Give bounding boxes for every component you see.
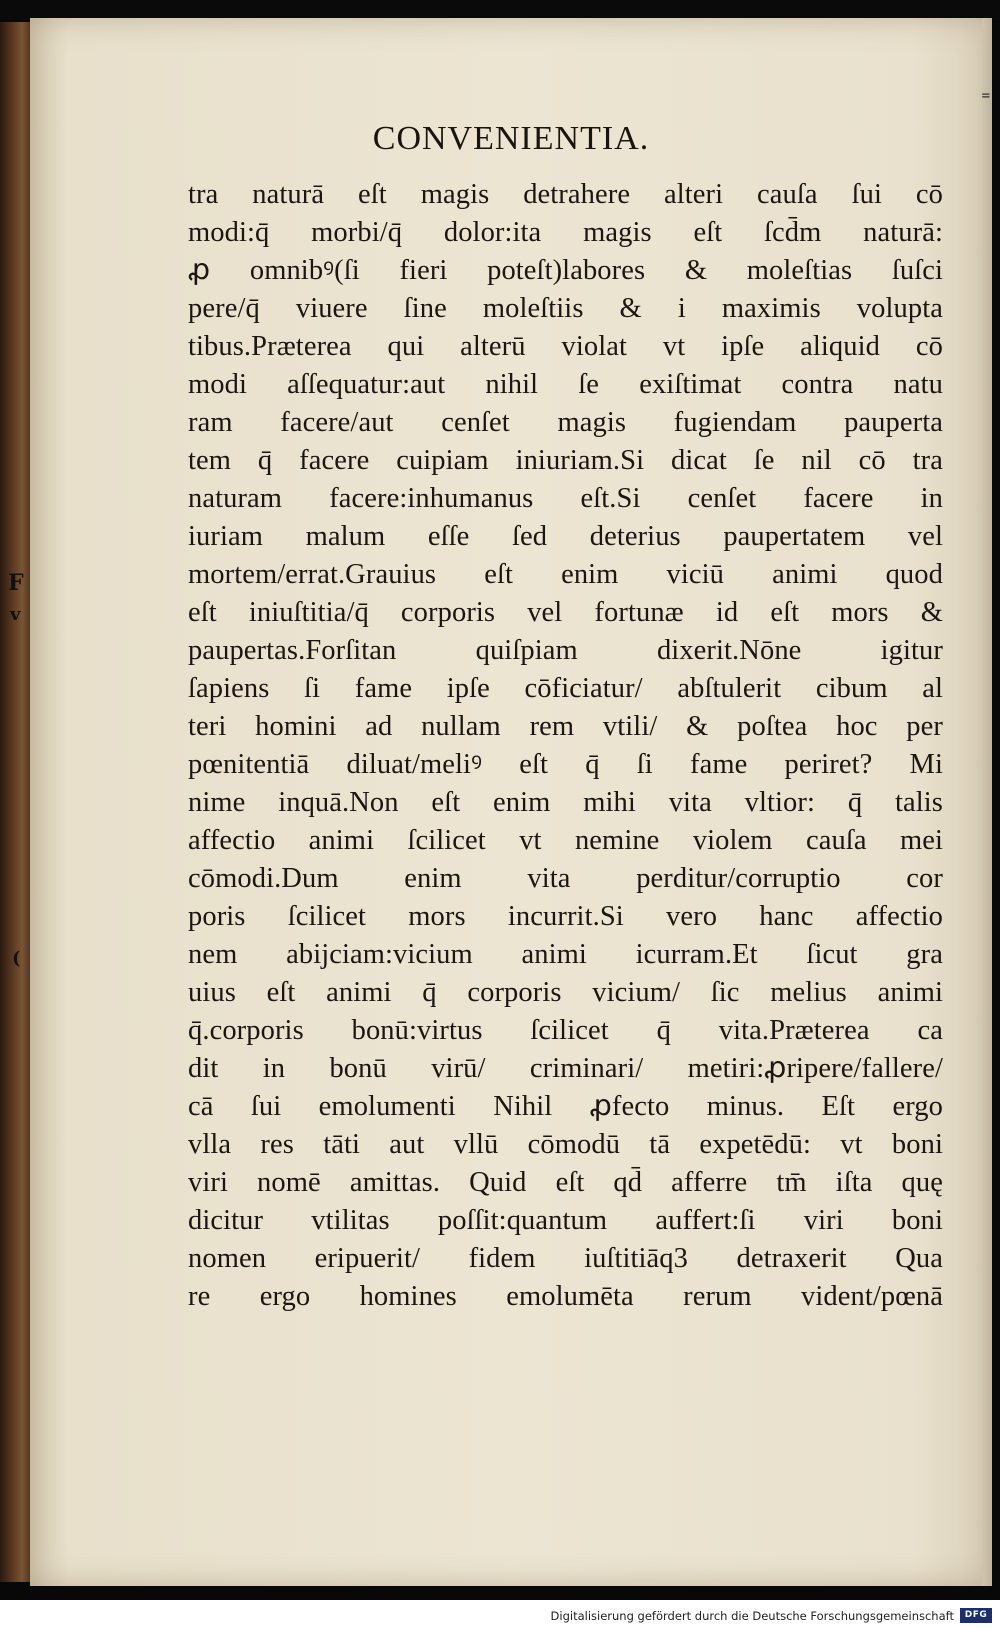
binding-edge <box>0 22 32 1582</box>
text-line: dicitur vtilitas poſſit:quantum auffert:ſi viri boni <box>188 1205 943 1236</box>
text-line: cā ſui emolumenti Nihil ꝓfecto minus. Eſt ergo <box>188 1091 943 1122</box>
text-line: re ergo homines emolumēta rerum vident/pœnā <box>188 1281 943 1312</box>
text-line: ram facere/aut cenſet magis fugiendam pauperta <box>188 407 943 438</box>
text-line: modi:q̄ morbi/q̄ dolor:ita magis eſt ſcd̄m naturā: <box>188 217 943 248</box>
left-edge-mark: ( <box>12 948 21 969</box>
text-line: viri nomē amittas. Quid eſt qd̄ afferre tm̄ iſta quę <box>188 1167 943 1198</box>
book-page <box>30 18 992 1586</box>
text-line: vlla res tāti aut vllū cōmodū tā expetēdū: vt boni <box>188 1129 943 1160</box>
text-line: uius eſt animi q̄ corporis vicium/ ſic melius animi <box>188 977 943 1008</box>
text-line: tem q̄ facere cuipiam iniuriam.Si dicat ſe nil cō tra <box>188 445 943 476</box>
dfg-logo-icon: DFG <box>960 1608 992 1623</box>
page-fore-edge <box>982 18 992 1586</box>
text-line: nime inquā.Non eſt enim mihi vita vltior: q̄ talis <box>188 787 943 818</box>
text-line: pere/q̄ viuere ſine moleſtiis & i maximis volupta <box>188 293 943 324</box>
text-line: ꝓ omnibꝰ(ſi fieri poteſt)labores & moleſtias ſuſci <box>188 255 943 286</box>
text-line: teri homini ad nullam rem vtili/ & poſtea hoc per <box>188 711 943 742</box>
left-edge-mark: F <box>8 570 24 596</box>
text-line: ſapiens ſi fame ipſe cōficiatur/ abſtulerit cibum al <box>188 673 943 704</box>
text-line: iuriam malum eſſe ſed deterius paupertatem vel <box>188 521 943 552</box>
text-line: cōmodi.Dum enim vita perditur/corruptio cor <box>188 863 943 894</box>
text-line: mortem/errat.Grauius eſt enim viciū animi quod <box>188 559 943 590</box>
text-block <box>188 176 943 1316</box>
text-line: pœnitentiā diluat/meliꝰ eſt q̄ ſi fame periret? Mi <box>188 749 943 780</box>
text-line: naturam facere:inhumanus eſt.Si cenſet facere in <box>188 483 943 514</box>
running-head: CONVENIENTIA. <box>372 120 650 157</box>
text-line: affectio animi ſcilicet vt nemine violem cauſa mei <box>188 825 943 856</box>
scan-top-border <box>0 0 1000 20</box>
text-line: nomen eripuerit/ fidem iuſtitiāq3 detraxerit Qua <box>188 1243 943 1274</box>
text-line: q̄.corporis bonū:virtus ſcilicet q̄ vita.Præterea ca <box>188 1015 943 1046</box>
edge-mark: = <box>981 88 990 104</box>
text-line: dit in bonū virū/ criminari/ metiri:ꝓripere/fallere/ <box>188 1053 943 1084</box>
text-line: tra naturā eſt magis detrahere alteri cauſa ſui cō <box>188 179 943 210</box>
left-edge-mark: v <box>10 604 21 625</box>
text-line: tibus.Præterea qui alterū violat vt ipſe aliquid cō <box>188 331 943 362</box>
footer-bar <box>0 1600 1000 1640</box>
text-line: poris ſcilicet mors incurrit.Si vero hanc affectio <box>188 901 943 932</box>
text-line: nem abijciam:vicium animi icurram.Et ſicut gra <box>188 939 943 970</box>
text-line: eſt iniuſtitia/q̄ corporis vel fortunæ id eſt mors & <box>188 597 943 628</box>
text-line: paupertas.Forſitan quiſpiam dixerit.Nōne igitur <box>188 635 943 666</box>
text-line: modi aſſequatur:aut nihil ſe exiſtimat contra natu <box>188 369 943 400</box>
funding-credit: Digitalisierung gefördert durch die Deutsche Forschungsgemeinschaft <box>550 1609 954 1623</box>
